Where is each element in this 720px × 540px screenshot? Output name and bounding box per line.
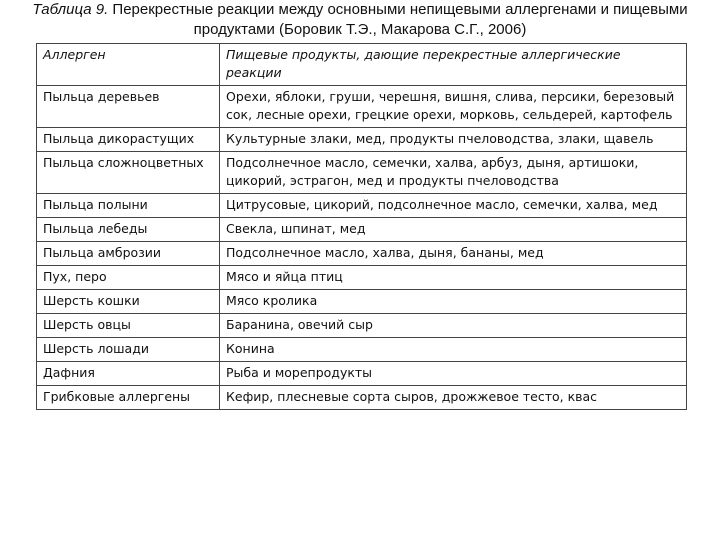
foods-cell: Конина: [220, 338, 687, 362]
table-row: [37, 266, 687, 290]
foods-cell: Свекла, шпинат, мед: [220, 218, 687, 242]
table-row: [37, 152, 687, 194]
table-caption: [30, 0, 690, 40]
table-row: [37, 218, 687, 242]
caption-label: Таблица 9.: [32, 1, 109, 18]
allergen-cell: Шерсть кошки: [37, 290, 220, 314]
table-row: [37, 128, 687, 152]
foods-cell: Подсолнечное масло, халва, дыня, бананы, мед: [220, 242, 687, 266]
table-row: [37, 242, 687, 266]
table-row: [37, 194, 687, 218]
foods-cell: Рыба и морепродукты: [220, 362, 687, 386]
cross-reactions-table: [36, 43, 687, 410]
allergen-cell: Пыльца дикорастущих: [37, 128, 220, 152]
table-row: [37, 362, 687, 386]
foods-cell: Орехи, яблоки, груши, черешня, вишня, слива, персики, березовый сок, лесные орехи, грецкие орехи, морковь, сельдерей, картофель: [220, 86, 687, 128]
allergen-cell: Грибковые аллергены: [37, 386, 220, 410]
table-row: [37, 386, 687, 410]
allergen-cell: Пыльца амброзии: [37, 242, 220, 266]
table-row: [37, 290, 687, 314]
allergen-cell: Пыльца сложноцветных: [37, 152, 220, 194]
allergen-cell: Пыльца полыни: [37, 194, 220, 218]
foods-cell: Кефир, плесневые сорта сыров, дрожжевое тесто, квас: [220, 386, 687, 410]
allergen-cell: Пух, перо: [37, 266, 220, 290]
foods-cell: Мясо и яйца птиц: [220, 266, 687, 290]
allergen-cell: Дафния: [37, 362, 220, 386]
allergen-cell: Пыльца деревьев: [37, 86, 220, 128]
header-foods: Пищевые продукты, дающие перекрестные аллергические реакции: [220, 44, 687, 86]
table-row: [37, 314, 687, 338]
allergen-cell: Пыльца лебеды: [37, 218, 220, 242]
foods-cell: Цитрусовые, цикорий, подсолнечное масло, семечки, халва, мед: [220, 194, 687, 218]
header-allergen: Аллерген: [37, 44, 220, 86]
table-row: [37, 86, 687, 128]
table-header-row: [37, 44, 687, 86]
allergen-cell: Шерсть лошади: [37, 338, 220, 362]
table-row: [37, 338, 687, 362]
caption-text: Перекрестные реакции между основными непищевыми аллергенами и пищевыми продуктами (Боровик Т.Э., Макарова С.Г., 2006): [108, 1, 688, 38]
foods-cell: Подсолнечное масло, семечки, халва, арбуз, дыня, артишоки, цикорий, эстрагон, мед и продукты пчеловодства: [220, 152, 687, 194]
allergen-cell: Шерсть овцы: [37, 314, 220, 338]
foods-cell: Культурные злаки, мед, продукты пчеловодства, злаки, щавель: [220, 128, 687, 152]
foods-cell: Баранина, овечий сыр: [220, 314, 687, 338]
foods-cell: Мясо кролика: [220, 290, 687, 314]
